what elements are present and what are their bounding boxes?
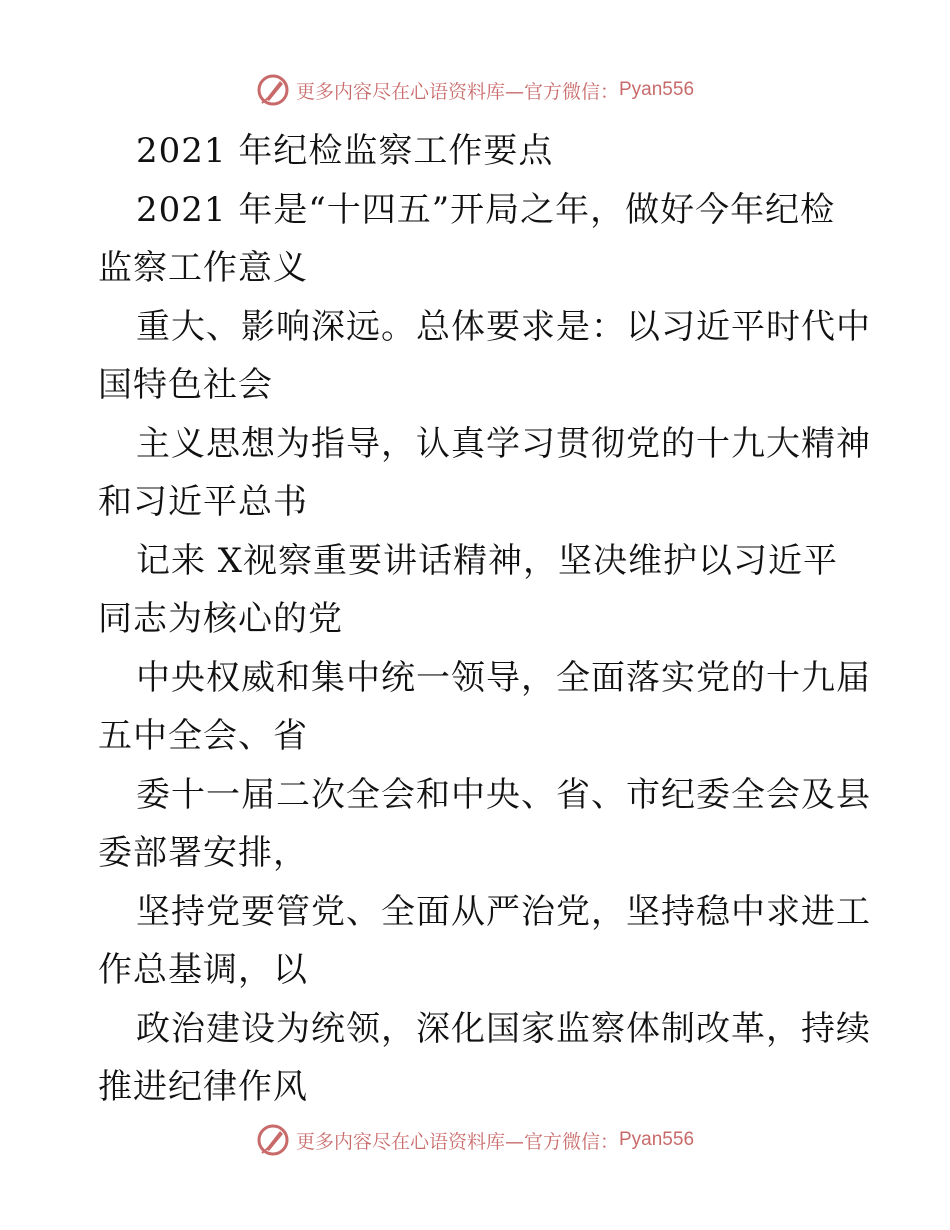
text-line: 国特色社会 bbox=[98, 365, 273, 405]
watermark-text: 更多内容尽在心语资料库—官方微信： bbox=[295, 1130, 619, 1153]
text-line: 监察工作意义 bbox=[98, 248, 308, 288]
quill-logo-icon bbox=[256, 1123, 290, 1157]
text-line: 政治建设为统领，深化国家监察体制改革，持续 bbox=[136, 1008, 871, 1049]
watermark-wechat-id: Pyan556 bbox=[619, 79, 695, 100]
text-line: 2021 年是“十四五”开局之年，做好今年纪检 bbox=[136, 189, 836, 230]
watermark-wechat-id: Pyan556 bbox=[619, 1129, 695, 1150]
text-line: 坚持党要管党、全面从严治党，坚持稳中求进工 bbox=[136, 891, 871, 932]
text-line: 中央权威和集中统一领导，全面落实党的十九届 bbox=[136, 657, 871, 698]
header-watermark bbox=[0, 70, 950, 110]
document-title: 2021 年纪检监察工作要点 bbox=[136, 131, 554, 171]
text-line: 重大、影响深远。总体要求是：以习近平时代中 bbox=[136, 306, 871, 347]
text-line: 委部署安排， bbox=[98, 833, 308, 873]
text-line: 和习近平总书 bbox=[98, 482, 308, 522]
watermark-text: 更多内容尽在心语资料库—官方微信： bbox=[295, 80, 619, 103]
text-line: 作总基调，以 bbox=[98, 950, 308, 990]
text-line: 主义思想为指导，认真学习贯彻党的十九大精神 bbox=[136, 423, 871, 464]
text-line: 同志为核心的党 bbox=[98, 599, 343, 639]
quill-logo-icon bbox=[256, 73, 290, 107]
text-line: 推进纪律作风 bbox=[98, 1067, 308, 1107]
text-line: 记来 X视察重要讲话精神，坚决维护以习近平 bbox=[136, 540, 839, 581]
document-body bbox=[98, 122, 871, 1117]
text-line: 委十一届二次全会和中央、省、市纪委全会及县 bbox=[136, 774, 871, 815]
text-line: 五中全会、省 bbox=[98, 716, 308, 756]
footer-watermark bbox=[0, 1120, 950, 1160]
